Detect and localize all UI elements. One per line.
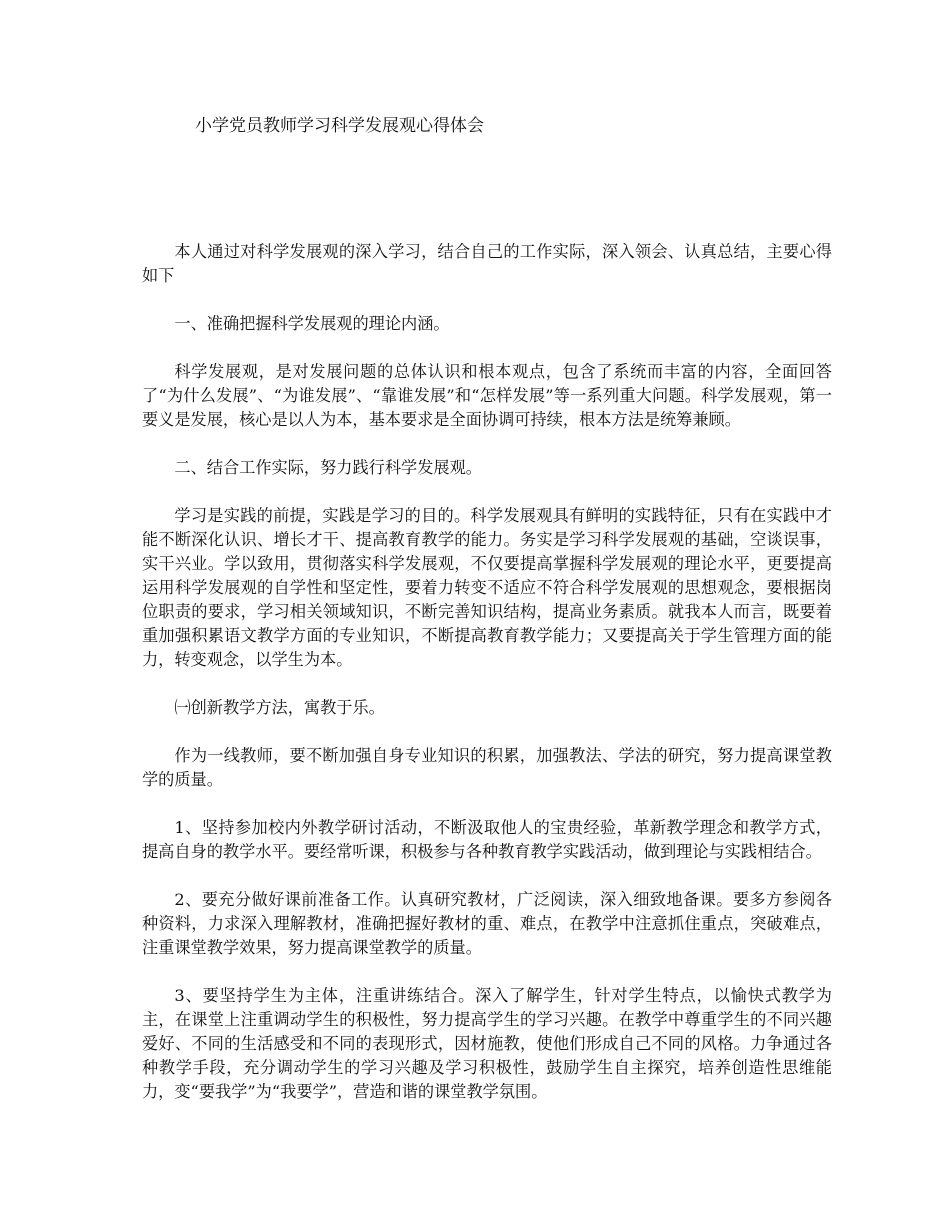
body-paragraph: 作为一线教师，要不断加强自身专业知识的积累，加强教法、学法的研究，努力提高课堂教学的质量。 xyxy=(142,746,832,789)
body-paragraph: 科学发展观，是对发展问题的总体认识和根本观点，包含了系统而丰富的内容，全面回答了“为什么发展”、“为谁发展”、“靠谁发展”和“怎样发展”等一系列重大问题。科学发展观，第一要义是发展，核心是以人为本，基本要求是全面协调可持续，根本方法是统筹兼顾。 xyxy=(142,362,832,429)
section-heading-1: 一、准确把握科学发展观的理论内涵。 xyxy=(174,314,450,333)
list-item-2: 2、要充分做好课前准备工作。认真研究教材，广泛阅读，深入细致地备课。要多方参阅各种资料，力求深入理解教材，准确把握好教材的重、难点，在教学中注意抓住重点，突破难点，注重课堂教学效果，努力提高课堂教学的质量。 xyxy=(142,890,832,957)
document-body xyxy=(142,240,832,1128)
intro-paragraph: 本人通过对科学发展观的深入学习，结合自己的工作实际，深入领会、认真总结，主要心得如下 xyxy=(142,242,832,285)
body-paragraph: 学习是实践的前提，实践是学习的目的。科学发展观具有鲜明的实践特征，只有在实践中才能不断深化认识、增长才干、提高教育教学的能力。务实是学习科学发展观的基础，空谈误事，实干兴业。学以致用，贯彻落实科学发展观，不仅要提高掌握科学发展观的理论水平，更要提高运用科学发展观的自学性和坚定性，要着力转变不适应不符合科学发展观的思想观念，要根据岗位职责的要求，学习相关领域知识，不断完善知识结构，提高业务素质。就我本人而言，既要着重加强积累语文教学方面的专业知识，不断提高教育教学能力；又要提高关于学生管理方面的能力，转变观念，以学生为本。 xyxy=(142,506,832,669)
document-title: 小学党员教师学习科学发展观心得体会 xyxy=(195,116,484,136)
list-item-1: 1、坚持参加校内外教学研讨活动，不断汲取他人的宝贵经验，革新教学理念和教学方式，提高自身的教学水平。要经常听课，积极参与各种教育教学实践活动，做到理论与实践相结合。 xyxy=(142,818,832,861)
list-item-3: 3、要坚持学生为主体，注重讲练结合。深入了解学生，针对学生特点，以愉快式教学为主，在课堂上注重调动学生的积极性，努力提高学生的学习兴趣。在教学中尊重学生的不同兴趣爱好、不同的生活感受和不同的表现形式，因材施教，使他们形成自己不同的风格。力争通过各种教学手段，充分调动学生的学习兴趣及学习积极性，鼓励学生自主探究，培养创造性思维能力，变“要我学”为“我要学”，营造和谐的课堂教学氛围。 xyxy=(142,986,832,1101)
section-heading-2: 二、结合工作实际，努力践行科学发展观。 xyxy=(174,458,482,477)
subsection-heading-1: ㈠创新教学方法，寓教于乐。 xyxy=(174,698,385,717)
